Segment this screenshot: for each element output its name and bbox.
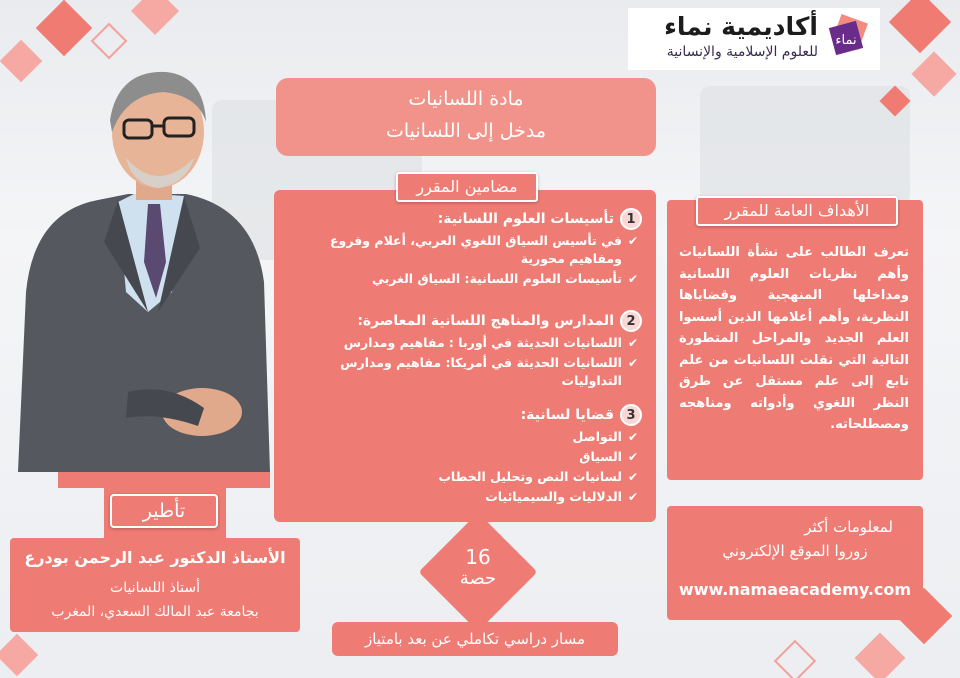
decor-diamond bbox=[855, 633, 906, 678]
list-item: ✔ في تأسيس السياق اللغوي العربي، أعلام وفروع ومفاهيم محورية bbox=[330, 233, 638, 266]
track-banner: مسار دراسي تكاملي عن بعد بامتياز bbox=[332, 622, 618, 656]
website-link[interactable]: www.namaeacademy.com bbox=[678, 580, 912, 599]
check-icon: ✔ bbox=[627, 356, 638, 370]
goals-label: الأهداف العامة للمقرر bbox=[696, 196, 898, 226]
list-item: ✔ الدلاليات والسيميائيات bbox=[485, 489, 638, 504]
section-title: المدارس والمناهج اللسانية المعاصرة: bbox=[357, 313, 614, 329]
course-line-2: مدخل إلى اللسانيات bbox=[385, 120, 547, 142]
info-line-1: لمعلومات أكثر bbox=[804, 518, 893, 536]
supervisor-affiliation: بجامعة عبد المالك السعدي، المغرب bbox=[51, 604, 259, 620]
section-number: 2 bbox=[620, 310, 642, 332]
list-item: ✔ تأسيسات العلوم اللسانية: السياق الغربي bbox=[371, 271, 638, 286]
podium-top bbox=[58, 472, 270, 488]
svg-text:نماء: نماء bbox=[835, 33, 857, 48]
contents-section bbox=[294, 208, 642, 288]
course-contents-panel bbox=[274, 190, 656, 522]
check-icon: ✔ bbox=[627, 272, 638, 286]
supervisor-name: الأستاذ الدكتور عبد الرحمن بودرع bbox=[24, 548, 286, 567]
check-icon: ✔ bbox=[627, 450, 638, 464]
info-line-2: زوروا الموقع الإلكتروني bbox=[722, 542, 868, 560]
supervisor-panel bbox=[10, 538, 300, 632]
contents-section bbox=[294, 404, 642, 506]
decor-diamond bbox=[889, 0, 951, 53]
presenter-photo bbox=[8, 62, 278, 478]
check-icon: ✔ bbox=[627, 470, 638, 484]
course-title-panel bbox=[276, 78, 656, 156]
goals-text: تعرف الطالب على نشأة اللسانيات وأهم نظريات العلوم اللسانية ومداخلها المنهجية وقضاياها النظرية، وأهم أعلامها الذين أسسوا العلم الجديد والمراحل المتطورة التالية التي نقلت اللسانيات من علم تابع إلى علم مستقل عن طرق النظر اللغوي وأدواته ومناهجه ومصطلحاته. bbox=[679, 245, 909, 432]
list-item: ✔ اللسانيات الحديثة في أوربا : مفاهيم ومدارس bbox=[343, 335, 638, 350]
decor-diamond bbox=[91, 23, 128, 60]
decor-diamond bbox=[0, 634, 38, 676]
course-goals-panel bbox=[667, 200, 923, 480]
sessions-unit: حصة bbox=[459, 568, 497, 589]
brand-subtitle: للعلوم الإسلامية والإنسانية bbox=[666, 44, 818, 60]
more-info-panel bbox=[667, 506, 923, 620]
list-item: ✔ لسانيات النص وتحليل الخطاب bbox=[438, 469, 638, 484]
section-title: تأسيسات العلوم اللسانية: bbox=[437, 211, 614, 227]
logo-mark-icon bbox=[826, 14, 870, 58]
contents-label: مضامين المقرر bbox=[396, 172, 538, 202]
sessions-text bbox=[436, 546, 520, 590]
decor-diamond bbox=[911, 51, 956, 96]
check-icon: ✔ bbox=[627, 490, 638, 504]
check-icon: ✔ bbox=[627, 430, 638, 444]
supervisor-label: تأطير bbox=[110, 494, 218, 528]
course-line-1: مادة اللسانيات bbox=[408, 88, 524, 110]
decor-diamond bbox=[131, 0, 179, 35]
brand-name: أكاديمية نماء bbox=[664, 12, 818, 41]
section-title: قضايا لسانية: bbox=[520, 407, 614, 423]
check-icon: ✔ bbox=[627, 234, 638, 248]
check-icon: ✔ bbox=[627, 336, 638, 350]
section-number: 3 bbox=[620, 404, 642, 426]
contents-section bbox=[294, 310, 642, 390]
list-item: ✔ السياق bbox=[579, 449, 638, 464]
supervisor-title: أستاذ اللسانيات bbox=[110, 580, 200, 596]
section-number: 1 bbox=[620, 208, 642, 230]
list-item: ✔ التواصل bbox=[572, 429, 638, 444]
list-item: ✔ اللسانيات الحديثة في أمريكا: مفاهيم ومدارس التداوليات bbox=[340, 355, 638, 388]
decor-diamond bbox=[36, 0, 93, 56]
sessions-count: 16 bbox=[465, 545, 491, 569]
decor-diamond bbox=[774, 640, 816, 678]
background-panel-right bbox=[700, 86, 910, 206]
